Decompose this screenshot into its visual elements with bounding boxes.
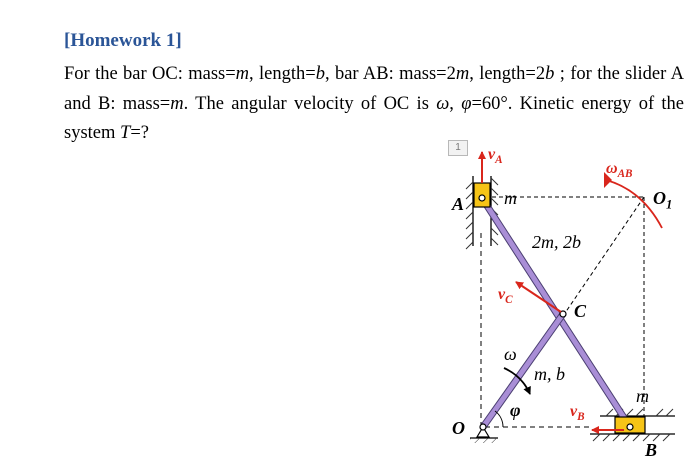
label-vb: $v_B$ bbox=[570, 403, 585, 424]
label-mass-a: m bbox=[504, 188, 517, 208]
page-number-badge: 1 bbox=[448, 140, 468, 156]
label-bar-ab: 2m, 2b bbox=[532, 232, 581, 252]
mechanism-figure bbox=[440, 138, 700, 472]
label-omega-ab: $\omega_{AB}$ bbox=[606, 160, 633, 181]
label-c: C bbox=[574, 301, 587, 321]
label-omega: ω bbox=[504, 344, 517, 364]
label-a: A bbox=[452, 194, 465, 214]
label-mass-b: m bbox=[636, 386, 649, 406]
label-phi: φ bbox=[510, 400, 521, 420]
ground-hatching bbox=[593, 434, 670, 441]
label-vc: $v_C$ bbox=[498, 286, 513, 307]
label-va: $v_A$ bbox=[488, 146, 503, 167]
joint-o bbox=[480, 424, 486, 430]
label-o1: $O_1$ bbox=[653, 188, 673, 212]
instant-center-line bbox=[563, 197, 644, 316]
label-o: O bbox=[452, 418, 465, 438]
left-rail-hatching bbox=[466, 182, 473, 249]
label-b: B bbox=[645, 440, 658, 460]
homework-heading: [Homework 1] bbox=[64, 30, 182, 51]
label-bar-oc: m, b bbox=[534, 364, 565, 384]
problem-statement: For the bar OC: mass=m, length=b, bar AB: mass=2m, length=2b ; for the slider A and B: mass=m. The angular velocity of OC is ω, φ=60°. Kinetic energy of the system T=? bbox=[64, 64, 685, 143]
